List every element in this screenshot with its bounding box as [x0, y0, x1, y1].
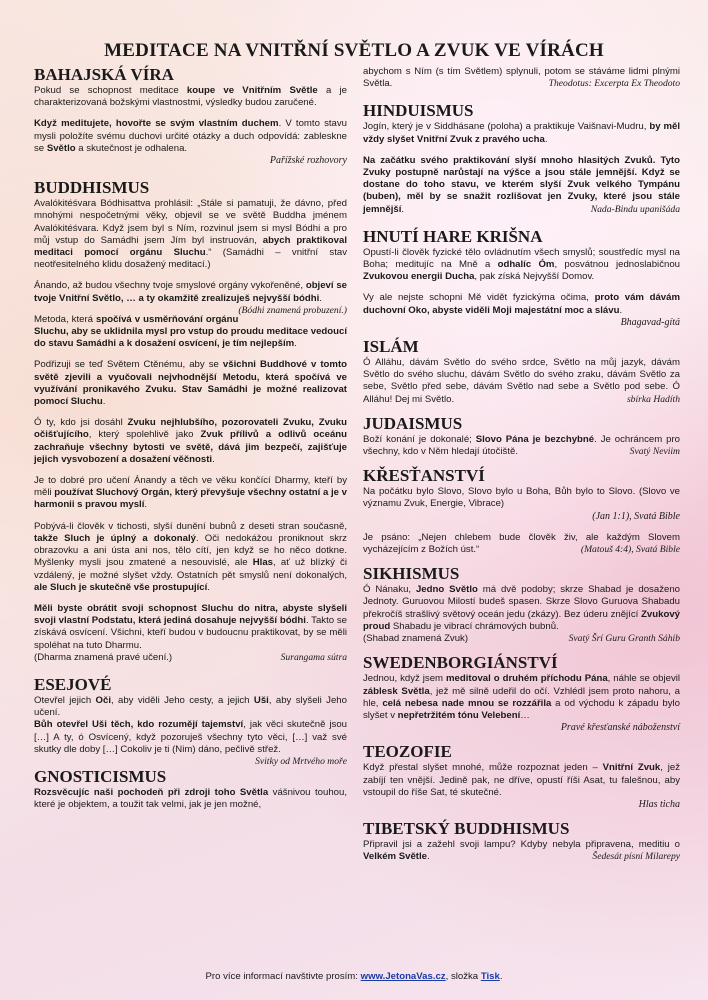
paragraph: Rozsvěcujíc naši pochodeň při zdroji toho Světla vášnivou touhou, které je objektem, a toužit tak velmi, jak je jen možné, — [34, 786, 347, 811]
section-hare-krishna — [363, 228, 680, 329]
source-citation: Pařížské rozhovory — [269, 155, 347, 167]
section-christianity — [363, 467, 680, 556]
source-citation: Pravé křesťanské náboženství — [560, 722, 680, 734]
paragraph: Jednou, když jsem meditoval o druhém příchodu Pána, náhle se objevil záblesk Světla, jež mě silně udeřil do očí. Vzhlédl jsem proto nahoru, a hle, celá nebesa nade mnou se rozzářila a od východu k západu bylo slyšet v nepřetržitém tónu Velebení… — [363, 673, 681, 721]
paragraph: abychom s Ním (s tím Světlem) splynuli, potom se stáváme lidmi plnými Světla. Theodotus: Excerpta Ex Theodoto — [363, 66, 680, 90]
paragraph: Avalókitéśvara Bódhisattva prohlásil: „Stále si pamatuji, že dávno, před mnohými nespočetnými věky, objevil se ve světě Buddha jménem Avalókitéśvara. Když jsem byl s Ním, rozvinul jsem si mysl Bódhi a pro můj vstup do Samádhi jsem Jím byl instruován, abych praktikoval meditaci pomocí orgánu Sluchu.“ (Samádhi – vnitřní stav neotřesitelného klidu dosažený meditací.) — [34, 198, 347, 271]
section-heading: BUDDHISMUS — [34, 178, 150, 198]
source-citation: (Jan 1:1), Svatá Bible — [592, 510, 680, 522]
paragraph: Pobývá-li člověk v tichosti, slyší dunění bubnů z deseti stran současně, takže Sluch je úplný a dokonalý. Oči nedokážou proniknout skrz obrazovku a ani ústa ani nos, tělo cítí, jen když se ho něco dotkne. Myšlenky mysli jsou zmatené a nesouvislé, ale Hlas, ať už blízký či vzdálený, je možné slyšet vždy. Ostatních pět smyslů není dokonalých, ale Sluch je skutečně vše prostupující. — [34, 520, 347, 593]
section-tibetan-buddhism — [363, 820, 680, 863]
paragraph: Metoda, která spočívá v usměrňování orgánu Sluchu, aby se uklidnila mysl pro vstup do proudu meditace vedoucí do stavu Samádhi a k dosažení osvícení, je tím nejlepším. — [34, 313, 347, 350]
paragraph: Na počátku bylo Slovo, Slovo bylo u Boha, Bůh bylo to Slovo. (Slovo ve významu Zvuk, Energie, Vibrace) — [363, 486, 680, 510]
paragraph: Na začátku svého praktikování slyší mnoho hlasitých Zvuků. Tyto Zvuky postupně narůstají na výšce a jsou stále jemnější. Když se dostane do toho stavu, ve kterém slyší Zvuk velkého Tympánu (buben), měl by se snažit rozlišovat jen Zvuky, které jsou stále jemnější. Nada-Bindu upanišáda — [363, 154, 680, 215]
section-heading: KŘESŤANSTVÍ — [363, 466, 485, 486]
paragraph: Opustí-li člověk fyzické tělo ovládnutím všech smyslů; soustředíc mysl na Boha; meditujíc na Mně a odhalíc Óm, posvátnou jednoslabičnou Zvukovou energii Ducha, pak získá Nejvyšší Domov. — [363, 246, 680, 283]
section-islam — [363, 338, 680, 406]
section-buddhism — [34, 179, 347, 664]
print-folder-link[interactable]: Tisk — [480, 971, 500, 982]
paragraph: Připravil jsi a zažehl svoji lampu? Kdyby nebyla připravena, meditiu o Velkém Světle. Šedesát písní Milarepy — [363, 839, 680, 863]
section-gnosticism-continued — [363, 66, 680, 90]
section-heading: TEOZOFIE — [363, 742, 452, 762]
section-swedenborgianism — [363, 654, 680, 734]
section-theosophy — [363, 743, 680, 811]
paragraph: Vy ale nejste schopni Mě vidět fyzickýma očima, proto vám dávám duchovní Oko, abyste viděli Moji majestátní moc a slávu. — [363, 292, 680, 316]
section-heading: GNOSTICISMUS — [34, 766, 167, 786]
right-column — [363, 66, 680, 864]
footer: Pro více informací navštivte prosím: www.JetonaVas.cz, složka Tisk. — [205, 971, 503, 982]
paragraph: Ó ty, kdo jsi dosáhl Zvuku nejhlubšího, pozorovateli Zvuku, Zvuku očišťujícího, který spolehlivě jako Zvuk přílivů a odlivů oceánu zachraňuje všechny bytosti ve světě, dává jim bezpečí, zajišťuje jejich vysvobození a dosažení věčnosti. — [34, 417, 347, 465]
section-bahai — [34, 66, 347, 167]
paragraph: Je to dobré pro učení Ánandy a těch ve věku končící Dharmy, kteří by měli používat Sluchový Orgán, který převyšuje všechny ostatní a je v harmonii s pravou myslí. — [34, 475, 347, 511]
paragraph: Bůh otevřel Uši těch, kdo rozumějí tajemství, jak věci skutečně jsou […] A ty, ó Osvícený, když pozoruješ všechny tyto věci, […] važ své skutky dle doby […] Cokoliv je ti (Nim) dáno, pečlivě střež. Svitky od Mrtvého moře — [34, 719, 347, 767]
paragraph: Měli byste obrátit svoji schopnost Sluchu do nitra, abyste slyšeli svoji vlastní Podstatu, která jediná dosahuje nejvyšší bódhi. Takto se získává osvícení. Všichni, kteří budou v budoucnu praktikovat, by se měli spoléhat na tuto Dharmu. (Dharma znamená pravé učení.) Surangama sútra — [34, 602, 347, 663]
section-heading: ESEJOVÉ — [34, 674, 112, 694]
paragraph: Otevřel jejich Oči, aby viděli Jeho cesty, a jejich Uši, aby slyšeli Jeho učení. — [34, 694, 347, 719]
paragraph: Pokud se schopnost meditace koupe ve Vnitřním Světle a je charakterizovaná božskými vlastnostmi, výsledky budou zaručené. — [34, 85, 347, 109]
section-heading: SWEDENBORGIÁNSTVÍ — [363, 653, 558, 673]
paragraph: Když přestal slyšet mnohé, může rozpoznat jeden – Vnitřní Zvuk, jež zabíjí ten vnější. Jedině pak, ne dříve, opustí říši Asat, tu falešnou, aby vstoupil do říše Sat, té skutečné. — [363, 762, 680, 798]
paragraph: Jogín, který je v Siddhásane (poloha) a praktikuje Vaišnavi-Mudru, by měl vždy slyšet Vnitřní Zvuk z pravého ucha. — [363, 121, 680, 145]
section-heading: SIKHISMUS — [363, 564, 460, 584]
section-heading: JUDAISMUS — [363, 413, 463, 433]
section-essenes — [34, 674, 347, 767]
paragraph: Podřizuji se teď Světem Ctěnému, aby se všichni Buddhové v tomto světě zjevili a vyučovali nejvhodnější Metodu, která spočívá ve využívání pronikavého Zvuku. Stav Samádhi je možné realizovat pomocí Sluchu. — [34, 359, 347, 408]
paragraph: Boží konání je dokonalé; Slovo Pána je bezchybné. Je ochráncem pro všechny, kdo v Něm hledají útočiště. Svatý Neviim — [363, 433, 680, 458]
paragraph: Ó Alláhu, dávám Světlo do svého srdce, Světlo na můj jazyk, dávám Světlo do svého sluchu, dávám Světlo do svého zraku, dávám Světlo za sebe, Světlo před sebe, dávám Světlo nad sebe a Světlo pod sebe. Ó Alláhu! Dej mi Světlo. sbírka Hadíth — [363, 357, 680, 405]
section-heading: ISLÁM — [363, 337, 419, 357]
source-citation: Bhagavad-gítá — [620, 316, 680, 328]
section-heading: BAHAJSKÁ VÍRA — [34, 65, 174, 84]
left-column — [34, 66, 347, 811]
section-heading: HNUTÍ HARE KRIŠNA — [363, 226, 543, 246]
page-title: MEDITACE NA VNITŘNÍ SVĚTLO A ZVUK VE VÍRÁCH — [104, 40, 604, 61]
paragraph: Ánando, až budou všechny tvoje smyslové orgány vykořeněné, objeví se tvoje Vnitřní Světlo, … a ty okamžitě zrealizuješ nejvyšší bódhi. (Bódhi znamená probuzení.) — [34, 280, 348, 316]
section-sikhism — [363, 565, 680, 645]
section-hinduism — [363, 102, 680, 215]
section-gnosticism — [34, 768, 347, 811]
section-judaism — [363, 415, 680, 458]
source-citation: Hlas ticha — [638, 798, 680, 810]
paragraph: Je psáno: „Nejen chlebem bude člověk živ, ale každým Slovem vycházejícím z Božích úst.“ (Matouš 4:4), Svatá Bible — [363, 531, 680, 556]
website-link[interactable]: www.JetonaVas.cz — [360, 971, 446, 982]
paragraph: Ó Nánaku, Jedno Světlo má dvě podoby; skrze Shabad je dosaženo Jednoty. Guruovou Milostí budeš spasen. Skrze Slovo Guruova Shabadu překročíš strašlivý světový oceán jedu (zkázy). Bez úderu znějící Zvukový proud Shabadu je vibrací chrámových bubnů. (Shabad znamená Zvuk) Svatý Šrí Guru Granth Sáhib — [363, 584, 680, 645]
paragraph: Když meditujete, hovořte se svým vlastním duchem. V tomto stavu mysli položíte svému duchovi určité otázky a duch odpovídá: zableskne se Světlo a skutečnost je odhalena. — [34, 118, 347, 154]
section-heading: TIBETSKÝ BUDDHISMUS — [363, 819, 570, 839]
section-heading: HINDUISMUS — [363, 101, 474, 121]
